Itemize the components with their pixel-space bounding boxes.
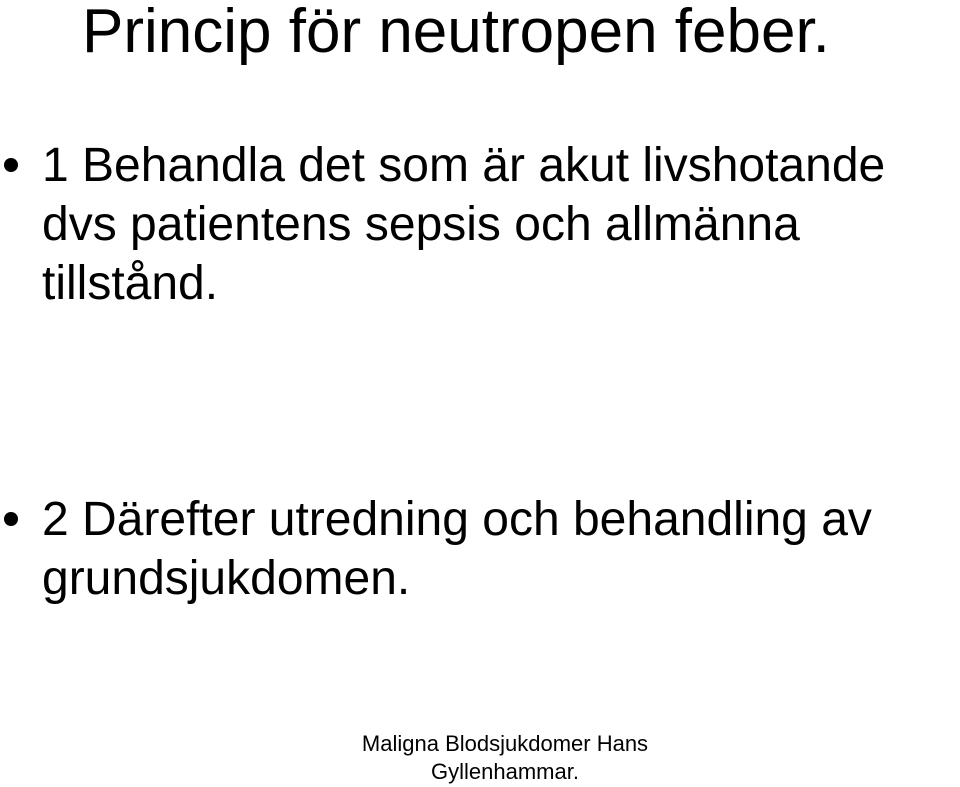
bullet-item-treat-acute: [42, 136, 954, 313]
bullet-item-investigation: [42, 490, 954, 608]
bullet-text-line: dvs patientens sepsis och allmänna: [42, 198, 800, 251]
bullet-text-line: tillstånd.: [42, 257, 219, 310]
bullet-text-line: grundsjukdomen.: [42, 552, 411, 605]
footer-line-2: Gyllenhammar.: [431, 759, 579, 784]
bullet-dot-icon: [4, 158, 18, 172]
slide-title: Princip för neutropen feber.: [82, 0, 830, 66]
footer-line-1: Maligna Blodsjukdomer Hans: [361, 731, 649, 756]
bullet-dot-icon: [4, 512, 18, 526]
slide-footer: [330, 730, 680, 786]
bullet-text-line: 1 Behandla det som är akut livshotande: [42, 139, 886, 192]
bullet-text-line: 2 Därefter utredning och behandling av: [42, 493, 872, 546]
